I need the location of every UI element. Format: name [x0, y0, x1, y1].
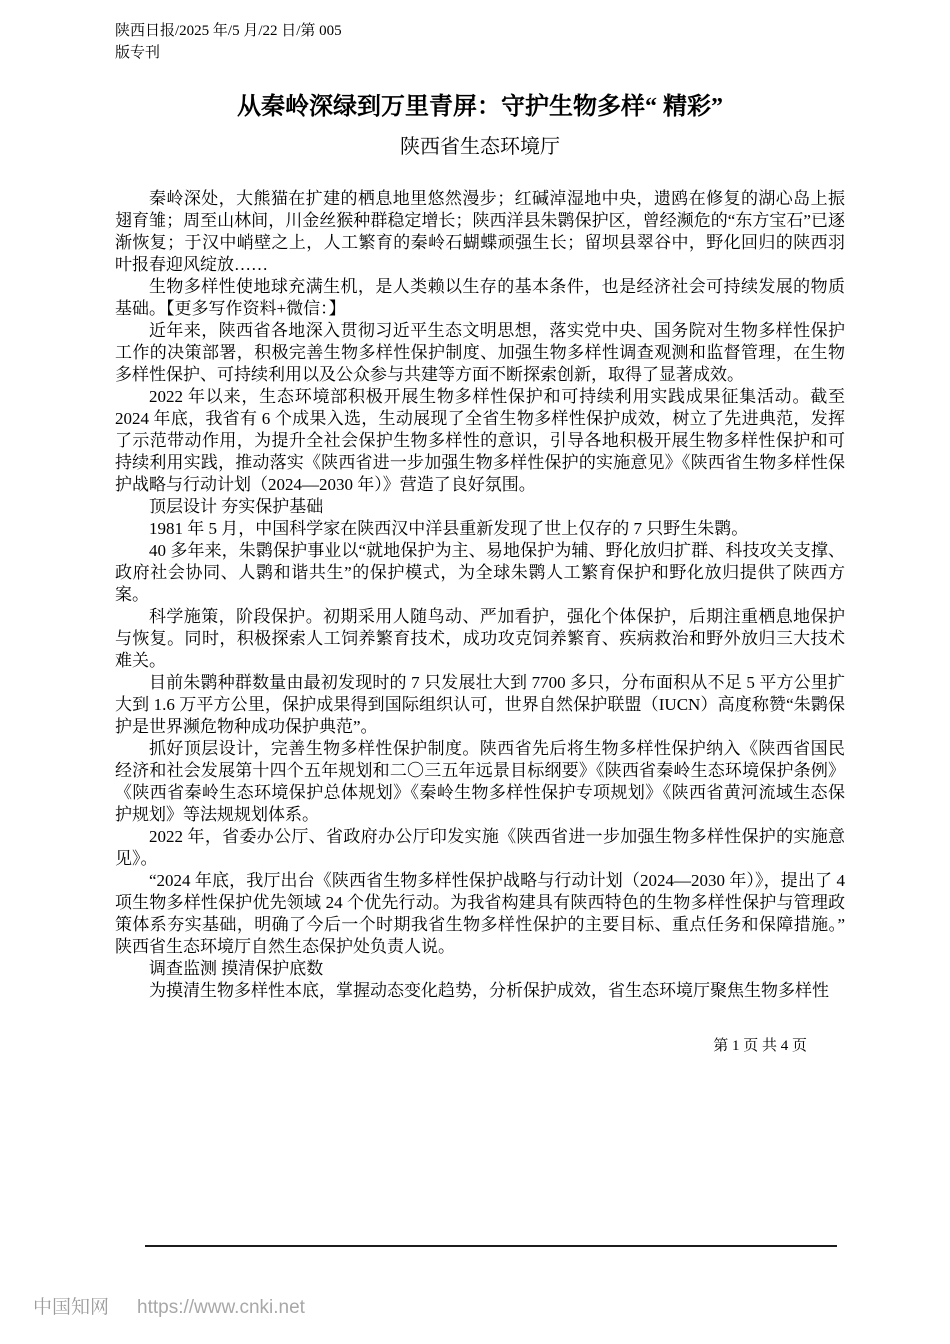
- paragraph: 生物多样性使地球充满生机，是人类赖以生存的基本条件，也是经济社会可持续发展的物质基础。【更多写作资料+微信：】: [115, 277, 845, 318]
- paragraph: 目前朱鹮种群数量由最初发现时的 7 只发展壮大到 7700 多只，分布面积从不足 5 平方公里扩大到 1.6 万平方公里，保护成果得到国际组织认可，世界自然保护联盟（IUCN）高度称赞“朱鹮保护是世界濒危物种成功保护典范”。: [115, 673, 845, 736]
- paragraph: 2022 年以来，生态环境部积极开展生物多样性保护和可持续利用实践成果征集活动。截至 2024 年底，我省有 6 个成果入选，生动展现了全省生物多样性保护成效，树立了先进典范，发挥了示范带动作用，为提升全社会保护生物多样性的意识，引导各地积极开展生物多样性保护和可持续利用实践，推动落实《陕西省进一步加强生物多样性保护的实施意见》《陕西省生物多样性保护战略与行动计划（2024—2030 年）》营造了良好氛围。: [115, 387, 845, 494]
- source-header-line-2: 版专刊: [115, 45, 161, 61]
- cnki-url-text: https://www.cnki.net: [137, 1297, 305, 1318]
- paragraph: 抓好顶层设计，完善生物多样性保护制度。陕西省先后将生物多样性保护纳入《陕西省国民经济和社会发展第十四个五年规划和二〇三五年远景目标纲要》《陕西省秦岭生态环境保护条例》《陕西省秦岭生态环境保护总体规划》《秦岭生物多样性保护专项规划》《陕西省黄河流域生态保护规划》等法规规划体系。: [115, 739, 845, 824]
- article-title: 从秦岭深绿到万里青屏：守护生物多样“ 精彩”: [237, 94, 723, 120]
- cnki-watermark: [33, 1292, 305, 1319]
- cnki-brand-text: 中国知网: [33, 1297, 110, 1318]
- page-indicator: 第 1 页 共 4 页: [713, 1038, 807, 1054]
- paragraph: 科学施策，阶段保护。初期采用人随鸟动、严加看护，强化个体保护，后期注重栖息地保护与恢复。同时，积极探索人工饲养繁育技术，成功攻克饲养繁育、疾病救治和野外放归三大技术难关。: [115, 607, 845, 670]
- paragraph: 为摸清生物多样性本底，掌握动态变化趋势，分析保护成效，省生态环境厅聚焦生物多样性: [149, 981, 829, 1000]
- article-body: [115, 188, 845, 1002]
- source-header-line-1: 陕西日报/2025 年/5 月/22 日/第 005: [115, 23, 342, 39]
- paragraph: “2024 年底，我厅出台《陕西省生物多样性保护战略与行动计划（2024—2030 年）》，提出了 4 项生物多样性保护优先领域 24 个优先行动。为我省构建具有陕西特色的生物多样性保护与管理政策体系夯实基础，明确了今后一个时期我省生物多样性保护的主要目标、重点任务和保障措施。”陕西省生态环境厅自然生态保护处负责人说。: [115, 871, 845, 956]
- paragraph: 调查监测 摸清保护底数: [149, 959, 324, 978]
- paragraph: 近年来，陕西省各地深入贯彻习近平生态文明思想，落实党中央、国务院对生物多样性保护工作的决策部署，积极完善生物多样性保护制度、加强生物多样性调查观测和监督管理，在生物多样性保护、可持续利用以及公众参与共建等方面不断探索创新，取得了显著成效。: [115, 321, 845, 384]
- source-header: [115, 20, 845, 64]
- paragraph: 40 多年来，朱鹮保护事业以“就地保护为主、易地保护为辅、野化放归扩群、科技攻关支撑、政府社会协同、人鹮和谐共生”的保护模式，为全球朱鹮人工繁育保护和野化放归提供了陕西方案。: [115, 541, 845, 604]
- paragraph: 2022 年，省委办公厅、省政府办公厅印发实施《陕西省进一步加强生物多样性保护的实施意见》。: [115, 827, 845, 868]
- paragraph: 秦岭深处，大熊猫在扩建的栖息地里悠然漫步；红碱淖湿地中央，遗鸥在修复的湖心岛上振翅育雏；周至山林间，川金丝猴种群稳定增长；陕西洋县朱鹮保护区，曾经濒危的“东方宝石”已逐渐恢复；于汉中峭壁之上，人工繁育的秦岭石蝴蝶顽强生长；留坝县翠谷中，野化回归的陕西羽叶报春迎风绽放……: [115, 189, 845, 274]
- paragraph: 顶层设计 夯实保护基础: [149, 497, 324, 516]
- paragraph: 1981 年 5 月，中国科学家在陕西汉中洋县重新发现了世上仅存的 7 只野生朱鹮。: [149, 519, 749, 538]
- footer-divider: [145, 1245, 837, 1247]
- article-author: 陕西省生态环境厅: [400, 136, 560, 158]
